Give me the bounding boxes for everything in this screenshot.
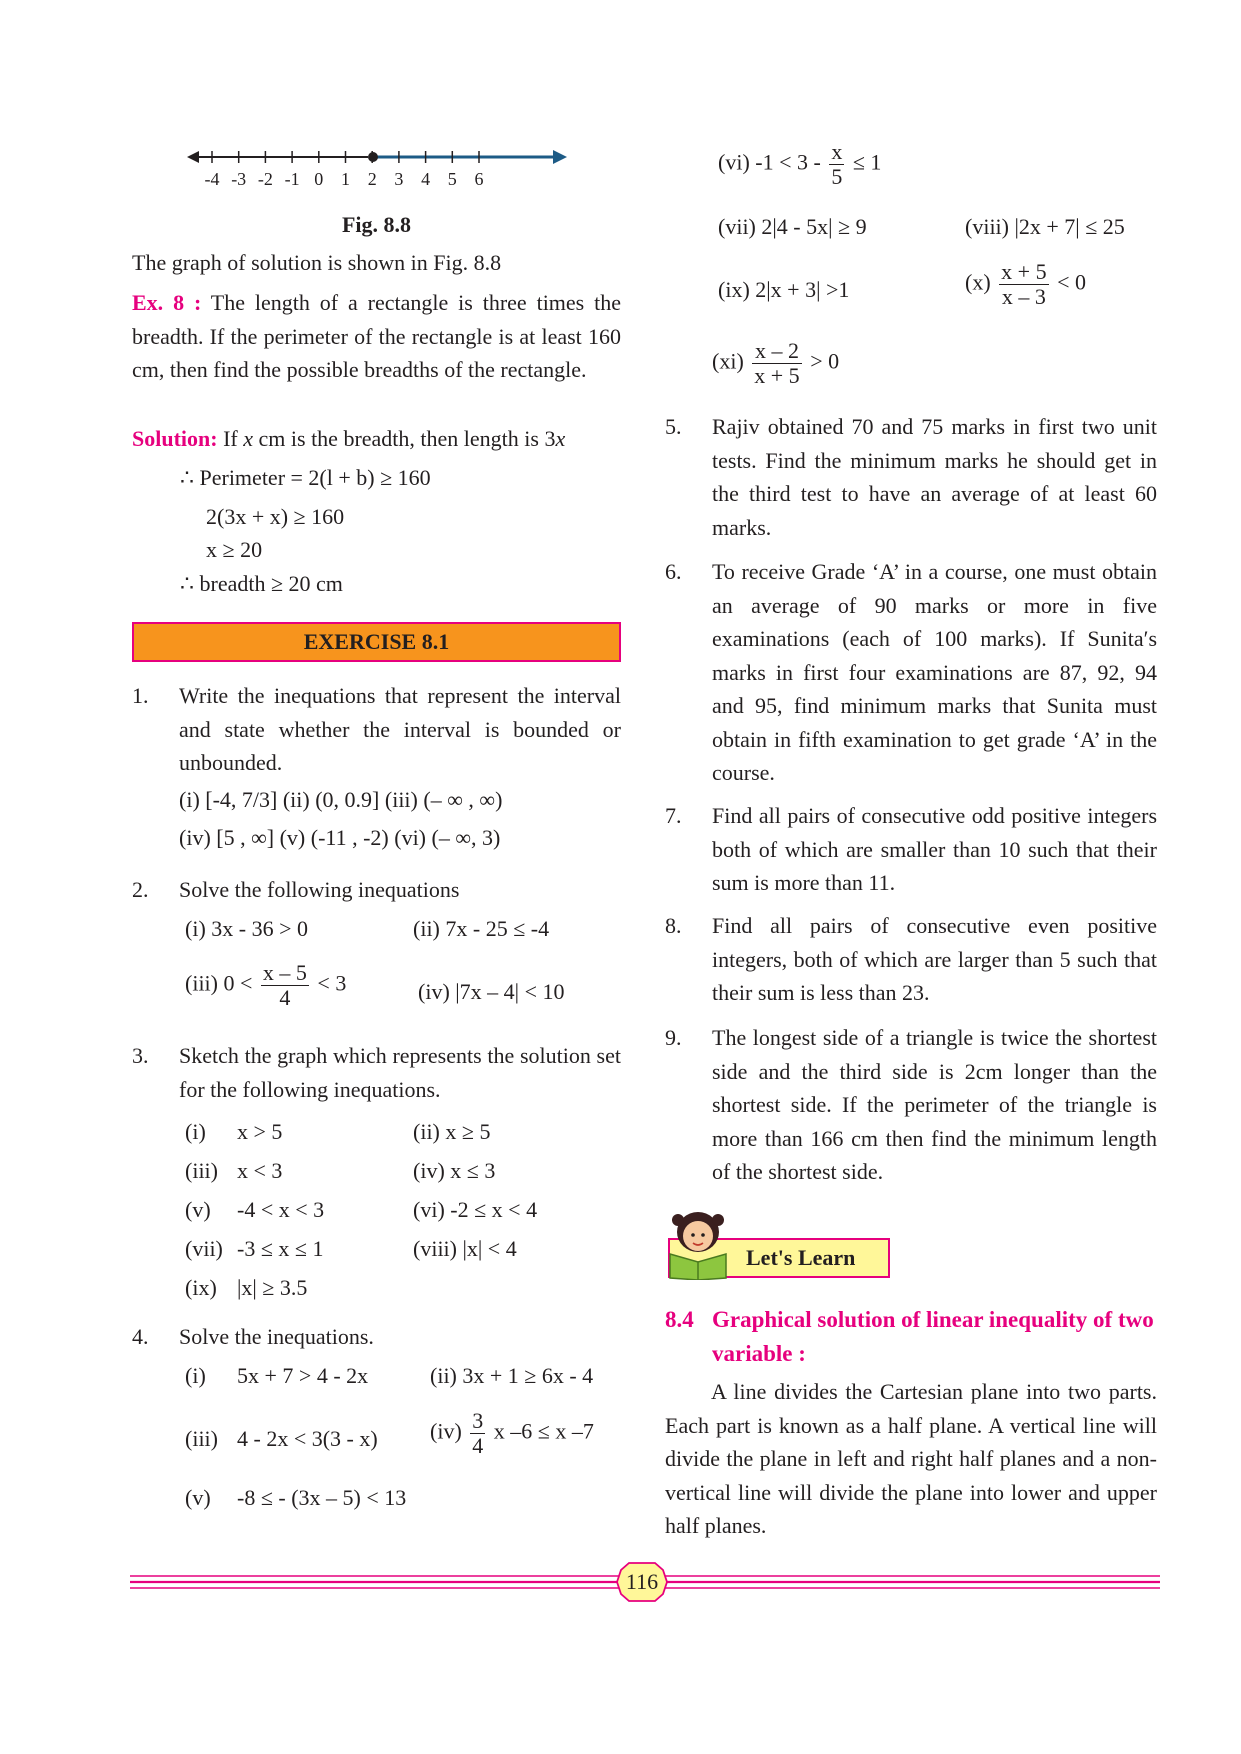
item-xi-fraction [752, 339, 801, 388]
fraction-numerator: 3 [472, 1408, 484, 1433]
q2-number: 2. [132, 877, 149, 902]
q2-item-iii [185, 961, 346, 1010]
q8-text: Find all pairs of consecutive even positive integers, both of which are larger than 5 such that their sum is less than 23. [712, 913, 1157, 1005]
q3-item-second: (iv) x ≤ 3 [413, 1158, 496, 1183]
example-8 [132, 286, 621, 387]
q4-item-i: 5x + 7 > 4 - 2x [237, 1363, 369, 1388]
q9-text: The longest side of a triangle is twice the shortest side and the third side is 2cm longer than the shortest side. If the perimeter of the triangle is more than 166 cm then find the minimum length of the shortest side. [712, 1025, 1157, 1184]
section-paragraph: A line divides the Cartesian plane into two parts. Each part is known as a half plane. A vertical line will divide the plane in left and right half planes and a non-vertical line will divide the plane into lower and upper half planes. [665, 1379, 1157, 1538]
q1-text: Write the inequations that represent the interval and state whether the interval is bounded or unbounded. [179, 683, 621, 775]
solution-text-a: If [223, 426, 244, 451]
fraction-numerator: x – 5 [262, 960, 307, 985]
q3-item-row [185, 1117, 625, 1156]
q2-item-iv: (iv) |7x – 4| < 10 [418, 979, 565, 1004]
fraction-denominator: 5 [831, 164, 843, 190]
solution-x: x [243, 426, 254, 451]
tick-label: 3 [394, 169, 404, 189]
solution-label: Solution: [132, 426, 218, 451]
q3-item-second: (vi) -2 ≤ x < 4 [413, 1197, 538, 1222]
example-label: Ex. 8 : [132, 290, 202, 315]
item-vi [718, 140, 881, 189]
lets-learn-label: Let's Learn [746, 1245, 856, 1270]
q5-text: Rajiv obtained 70 and 75 marks in first two unit tests. Find the minimum marks he should get in the third test to have an average of at least 60 marks. [712, 414, 1157, 540]
q4-item-ii: (ii) 3x + 1 ≥ 6x - 4 [430, 1363, 594, 1388]
q1-options-line2: (iv) [5 , ∞] (v) (-11 , -2) (vi) (– ∞, 3) [179, 825, 501, 850]
q3-item-row [185, 1273, 625, 1312]
marked-point-dot [368, 152, 378, 162]
q4-text: Solve the inequations. [179, 1324, 374, 1349]
item-x-post: < 0 [1057, 269, 1086, 295]
q4-item-i-label: (i) [185, 1363, 206, 1388]
q8-number: 8. [665, 913, 682, 938]
item-xi [712, 339, 839, 388]
q7-text: Find all pairs of consecutive odd positive integers both of which are smaller than 10 such that their sum is more than 11. [712, 803, 1157, 895]
exercise-title: EXERCISE 8.1 [303, 629, 450, 654]
fraction-numerator: x – 2 [752, 339, 801, 364]
item-vi-post: ≤ 1 [852, 149, 882, 175]
reading-girl-icon [664, 1206, 730, 1280]
q3-item-expression: x < 3 [237, 1158, 283, 1183]
q3-item-expression: |x| ≥ 3.5 [237, 1275, 308, 1300]
q3-item-label: (i) [185, 1119, 206, 1144]
q3-item-label: (v) [185, 1197, 211, 1222]
tick-label: -4 [204, 169, 220, 189]
solution-step-4: ∴ breadth ≥ 20 cm [180, 571, 343, 596]
q3-item-expression: -4 < x < 3 [237, 1197, 325, 1222]
q4-number: 4. [132, 1324, 149, 1349]
q4-item-iii-label: (iii) [185, 1426, 218, 1451]
solution-step-1: ∴ Perimeter = 2(l + b) ≥ 160 [180, 465, 431, 490]
q1-options-line1: (i) [-4, 7/3] (ii) (0, 0.9] (iii) (– ∞ , ∞) [179, 787, 503, 812]
item-vii: (vii) 2|4 - 5x| ≥ 9 [718, 214, 867, 239]
tick-label: 2 [367, 169, 377, 189]
q4-item-v-label: (v) [185, 1485, 211, 1510]
q9-number: 9. [665, 1025, 682, 1050]
figure-caption: Fig. 8.8 [341, 212, 412, 237]
item-vi-pre: (vi) -1 < 3 - [718, 149, 821, 175]
solution-step-2: 2(3x + x) ≥ 160 [206, 504, 345, 529]
tick-label: 6 [474, 169, 484, 189]
tick-label: 4 [421, 169, 431, 189]
solution-x2: x [555, 426, 566, 451]
q4-iv-post: x –6 ≤ x –7 [493, 1418, 594, 1444]
q2-item-ii: (ii) 7x - 25 ≤ -4 [413, 916, 550, 941]
tick-label: -2 [257, 169, 273, 189]
item-x-fraction [999, 260, 1048, 309]
fraction-denominator: x + 5 [754, 363, 800, 389]
q4-iv-fraction [470, 1409, 485, 1458]
q3-item-expression: -3 ≤ x ≤ 1 [237, 1236, 324, 1261]
item-ix: (ix) 2|x + 3| >1 [718, 277, 850, 302]
q4-item-iv [430, 1409, 594, 1458]
section-number: 8.4 [665, 1307, 694, 1332]
fraction-denominator: x – 3 [1001, 284, 1046, 310]
item-xi-pre: (xi) [712, 348, 744, 374]
q2-text: Solve the following inequations [179, 877, 460, 902]
q2-item-i: (i) 3x - 36 > 0 [185, 916, 308, 941]
tick-label: 5 [447, 169, 457, 189]
q4-iv-pre: (iv) [430, 1418, 462, 1444]
graph-statement: The graph of solution is shown in Fig. 8.8 [132, 250, 502, 275]
tick-label: 1 [341, 169, 350, 189]
q3-item-label: (vii) [185, 1236, 223, 1261]
item-x-pre: (x) [965, 269, 991, 295]
q4-item-v: -8 ≤ - (3x – 5) < 13 [237, 1485, 407, 1510]
right-arrow-head [553, 150, 567, 164]
q3-item-second: (ii) x ≥ 5 [413, 1119, 491, 1144]
q6-number: 6. [665, 559, 682, 584]
q7-number: 7. [665, 803, 682, 828]
page-number: 116 [625, 1569, 659, 1594]
q3-item-label: (ix) [185, 1275, 217, 1300]
q3-item-row [185, 1234, 625, 1273]
fraction-numerator: x [831, 139, 843, 164]
item-xi-post: > 0 [810, 348, 840, 374]
q2-iii-pre: (iii) 0 < [185, 970, 253, 996]
tick-label: 0 [314, 169, 324, 189]
item-x [965, 260, 1086, 309]
q4-item-iii: 4 - 2x < 3(3 - x) [237, 1426, 378, 1451]
q2-iii-post: < 3 [317, 970, 347, 996]
tick-label: -1 [284, 169, 300, 189]
q3-item-row [185, 1156, 625, 1195]
q3-number: 3. [132, 1043, 149, 1068]
q3-item-row [185, 1195, 625, 1234]
solution-intro [132, 424, 565, 454]
left-arrow-head [187, 151, 199, 163]
q5-number: 5. [665, 414, 682, 439]
q3-item-expression: x > 5 [237, 1119, 283, 1144]
section-title: Graphical solution of linear inequality of two variable : [712, 1307, 1154, 1366]
q1-number: 1. [132, 683, 149, 708]
fraction-denominator: 4 [472, 1433, 484, 1459]
q3-item-label: (iii) [185, 1158, 218, 1183]
number-line-figure [185, 140, 575, 195]
tick-label: -3 [231, 169, 247, 189]
fraction-denominator: 4 [279, 985, 291, 1011]
q3-items [185, 1117, 625, 1312]
solution-step-3: x ≥ 20 [206, 537, 263, 562]
q2-iii-fraction [261, 961, 309, 1010]
item-vi-fraction [829, 140, 844, 189]
q6-text: To receive Grade ‘A’ in a course, one must obtain an average of 90 marks or more in five examinations (each of 100 marks). If Sunita′s marks in first four examinations are 87, 92, 94 and 95, find minimum marks that Sunita must obtain in fifth examination to get grade ‘A’ in the course. [712, 559, 1157, 785]
q3-item-second: (viii) |x| < 4 [413, 1236, 517, 1261]
item-viii: (viii) |2x + 7| ≤ 25 [965, 214, 1125, 239]
example-text: The length of a rectangle is three times the breadth. If the perimeter of the rectangle is at least 160 cm, then find the possible breadths of the rectangle. [132, 290, 622, 382]
q3-text: Sketch the graph which represents the solution set for the following inequations. [179, 1043, 621, 1102]
exercise-title-box [132, 622, 621, 662]
solution-text-b: cm is the breadth, then length is 3 [253, 426, 556, 451]
fraction-numerator: x + 5 [1001, 259, 1047, 284]
